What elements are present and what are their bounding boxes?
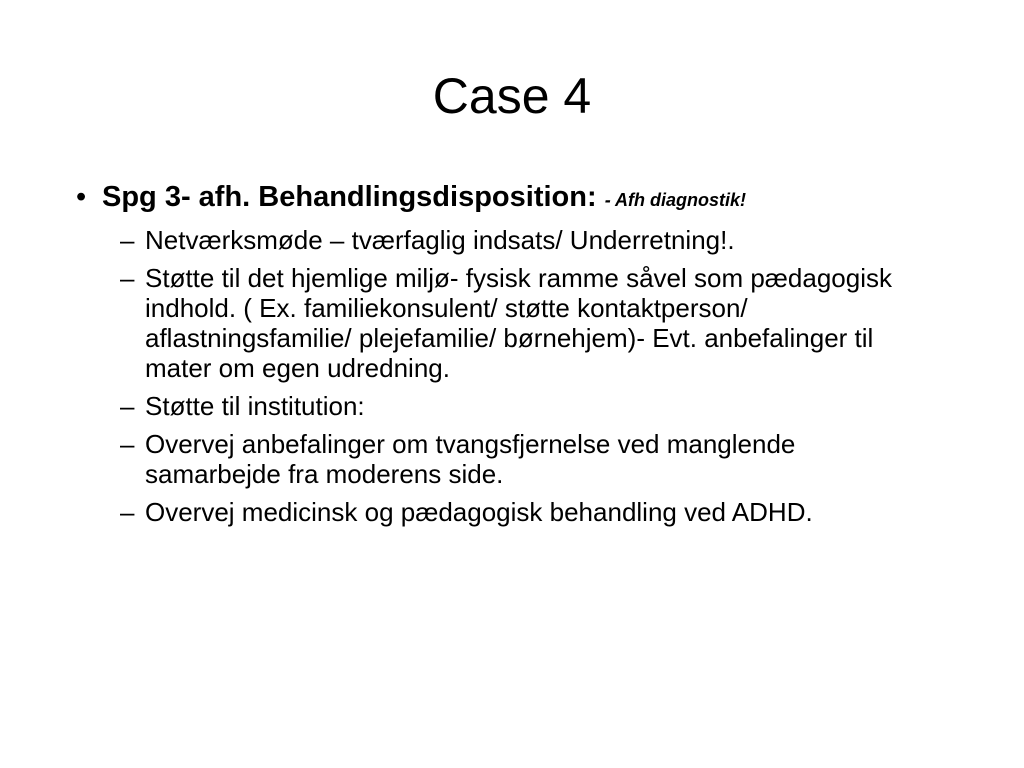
sub-bullet-text: Overvej medicinsk og pædagogisk behandling ved ADHD. bbox=[145, 497, 813, 527]
slide-title: Case 4 bbox=[432, 68, 592, 124]
sub-bullet-item bbox=[120, 497, 925, 527]
bullet-heading: Spg 3- afh. Behandlingsdisposition: bbox=[102, 181, 597, 213]
bullet-marker: • bbox=[76, 181, 87, 213]
sub-bullet-text: Netværksmøde – tværfaglig indsats/ Underretning!. bbox=[145, 225, 735, 255]
bullet-item bbox=[76, 180, 956, 217]
dash-marker: – bbox=[120, 497, 135, 527]
sub-bullet-text: Støtte til institution: bbox=[145, 391, 365, 421]
sub-bullet-item bbox=[120, 429, 925, 489]
dash-marker: – bbox=[120, 263, 135, 293]
sub-bullet-text: Støtte til det hjemlige miljø- fysisk ramme såvel som pædagogisk indhold. ( Ex. familiekonsulent/ støtte kontaktperson/ aflastningsfamilie/ plejefamilie/ børnehjem)- Evt. anbefalinger til mater om egen udredning. bbox=[145, 263, 893, 383]
dash-marker: – bbox=[120, 225, 135, 255]
sub-bullet-text: Overvej anbefalinger om tvangsfjernelse ved manglende samarbejde fra moderens side. bbox=[145, 429, 796, 489]
slide-content bbox=[76, 180, 956, 535]
sub-bullet-item bbox=[120, 225, 925, 255]
dash-marker: – bbox=[120, 391, 135, 421]
sub-bullet-item bbox=[120, 391, 925, 421]
sub-bullet-list bbox=[76, 225, 956, 527]
dash-marker: – bbox=[120, 429, 135, 459]
sub-bullet-item bbox=[120, 263, 925, 383]
bullet-note: - Afh diagnostik! bbox=[604, 190, 747, 210]
